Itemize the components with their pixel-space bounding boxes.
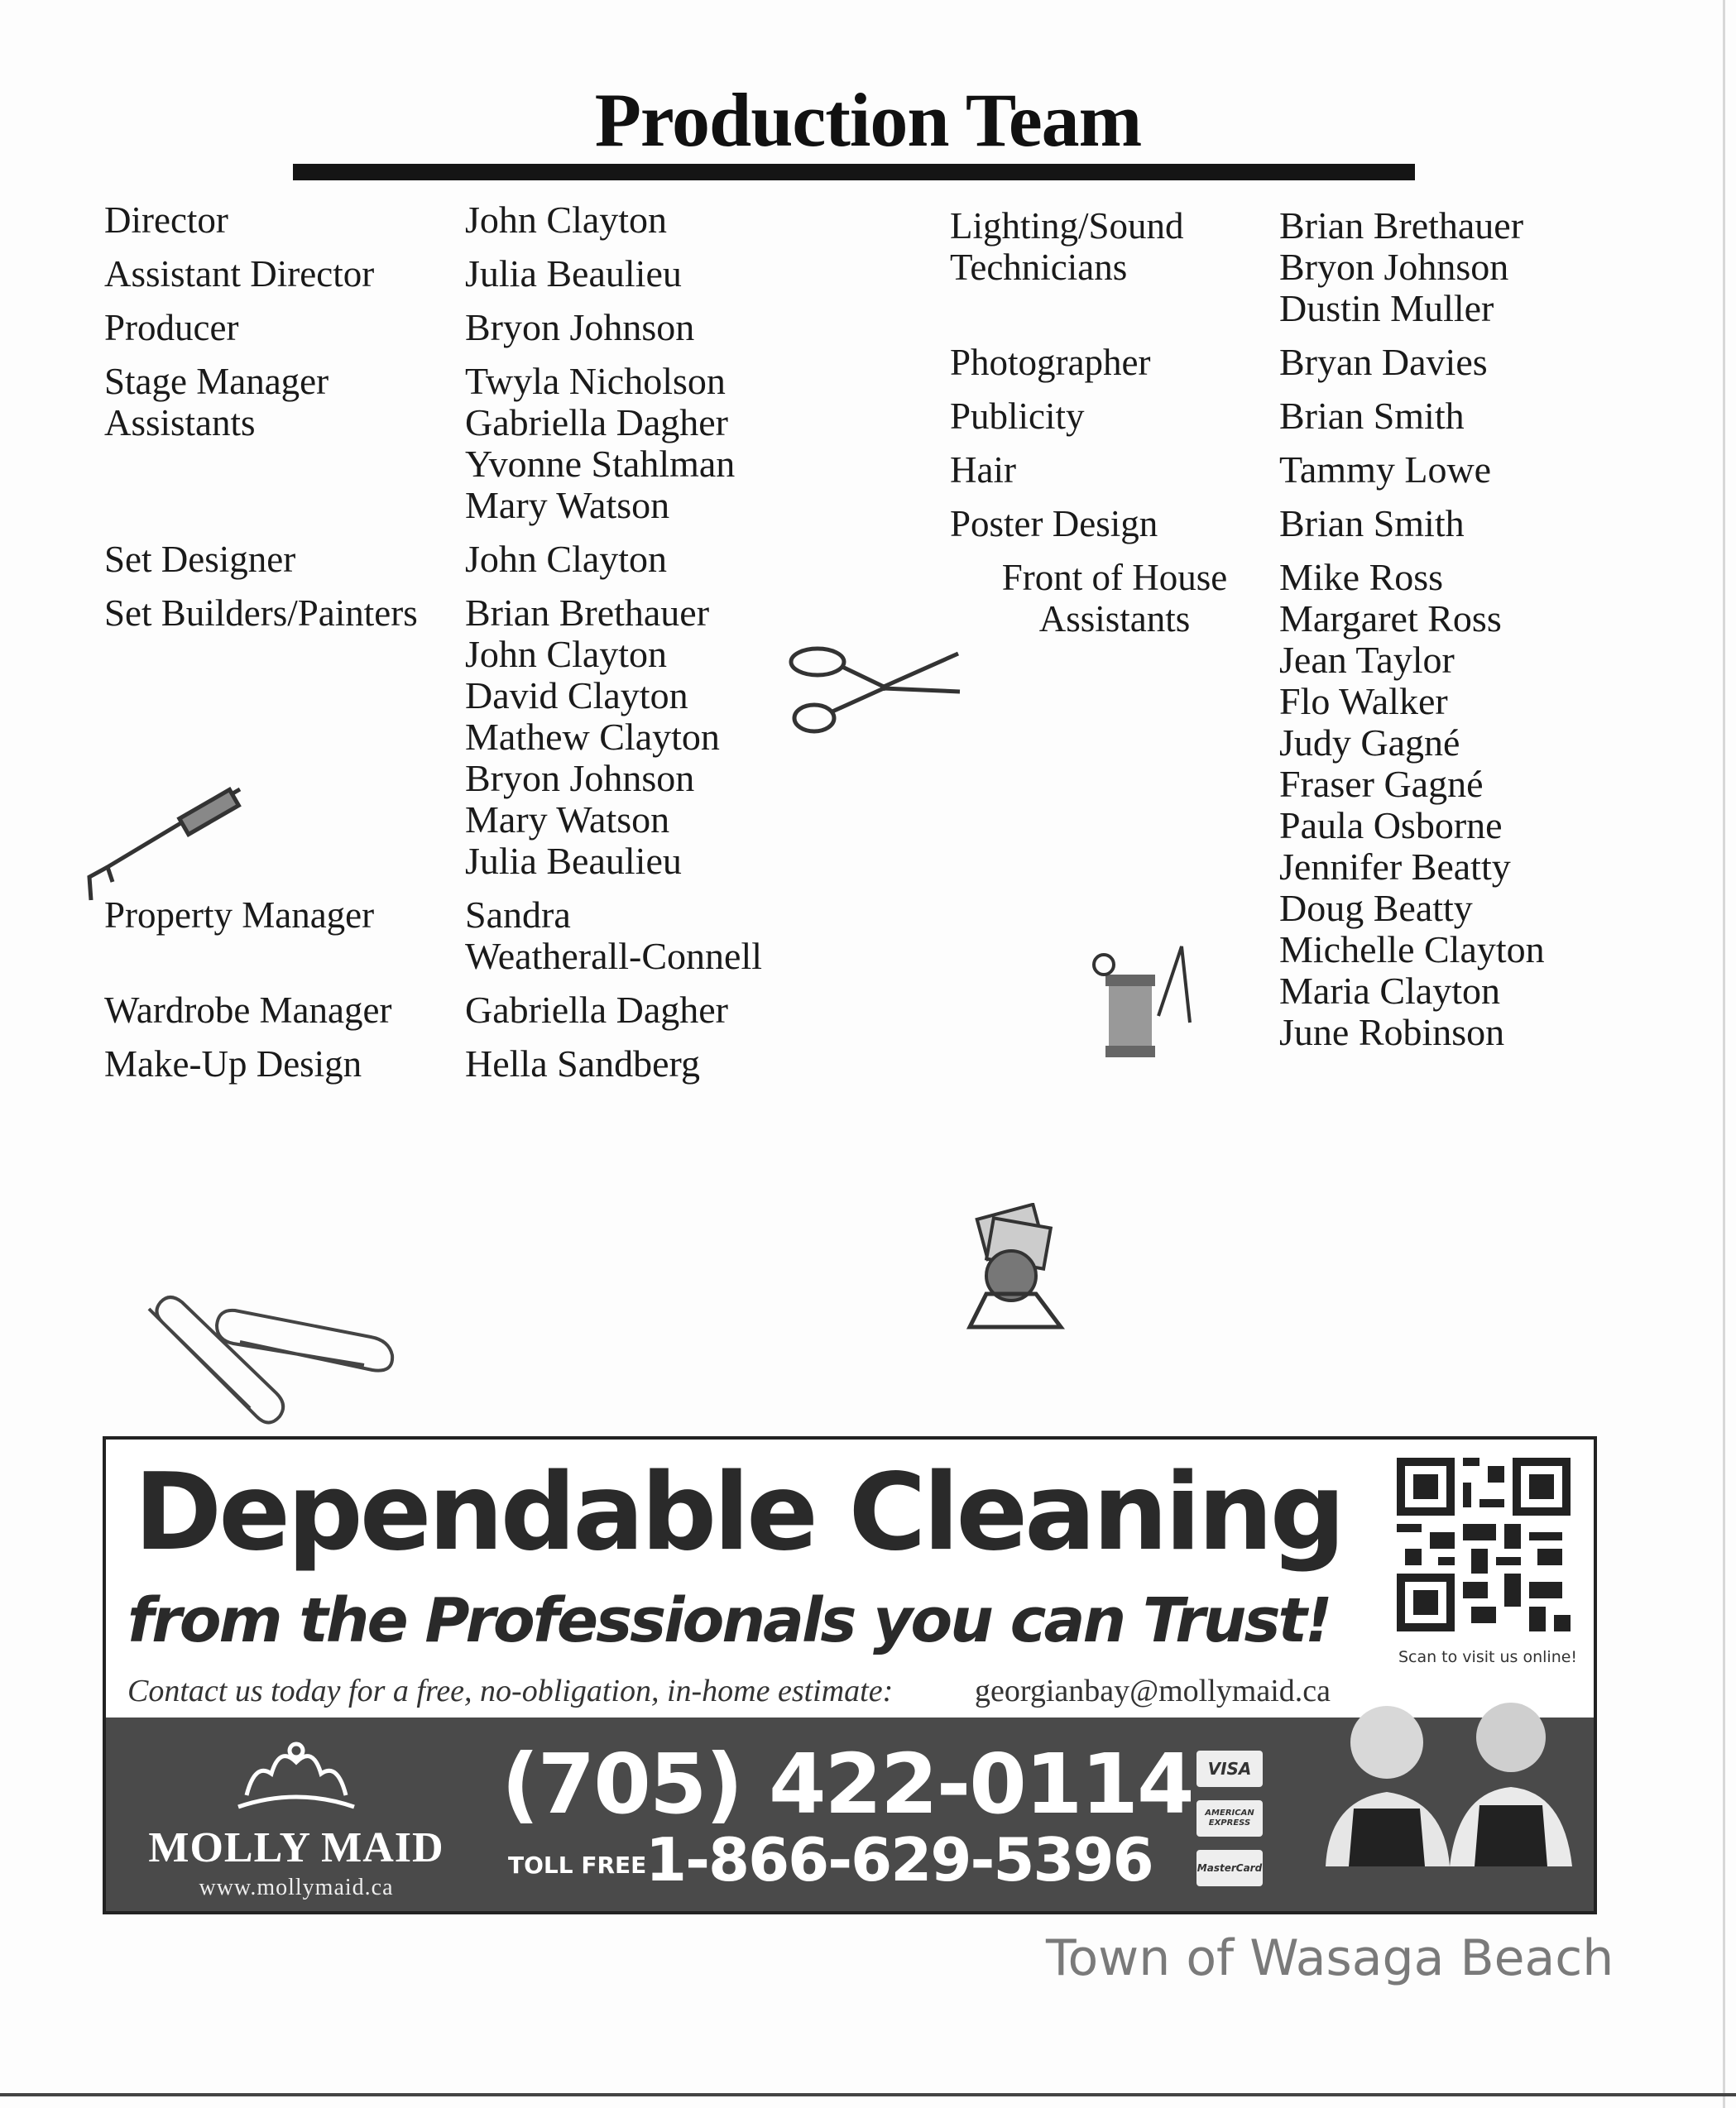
crew-role: Front of House Assistants: [1001, 557, 1228, 640]
page-footer: Town of Wasaga Beach: [1046, 1929, 1614, 1987]
crew-names: [1279, 557, 1545, 1053]
crew-member-name: Paula Osborne: [1279, 804, 1503, 846]
toll-free-label: TOLL FREE: [508, 1852, 647, 1879]
crown-logo-icon: [222, 1737, 371, 1820]
crew-member-name: Margaret Ross: [1279, 597, 1502, 640]
crew-row: [104, 253, 762, 295]
crew-member-name: Twyla Nicholson: [465, 360, 726, 402]
crew-names: [465, 539, 667, 580]
advertisement: [103, 1436, 1597, 1914]
crew-member-name: Bryan Davies: [1279, 341, 1488, 383]
crew-row: [950, 557, 1545, 1053]
crew-role: Lighting/Sound Technicians: [950, 205, 1184, 288]
crew-member-name: Gabriella Dagher: [465, 401, 729, 443]
crew-member-name: Mathew Clayton: [465, 716, 720, 758]
crew-member-name: Maria Clayton: [1279, 970, 1500, 1012]
crew-names: [465, 894, 762, 977]
crew-list-right: [950, 205, 1545, 1066]
qr-caption: Scan to visit us online!: [1398, 1648, 1578, 1666]
brand-name: MOLLY MAID: [148, 1824, 444, 1871]
crew-member-name: Sandra: [465, 894, 571, 936]
qr-code-icon[interactable]: [1395, 1458, 1572, 1631]
crew-member-name: Jennifer Beatty: [1279, 846, 1511, 888]
crew-member-name: John Clayton: [465, 199, 668, 241]
crew-names: [1279, 503, 1465, 544]
crew-role: Set Builders/Painters: [104, 592, 418, 634]
crew-names: [465, 307, 694, 348]
crew-member-name: John Clayton: [465, 538, 668, 580]
crew-member-name: Judy Gagné: [1279, 721, 1460, 764]
thread-spool-icon: [1084, 941, 1208, 1064]
crew-member-name: John Clayton: [465, 633, 668, 675]
crew-member-name: Fraser Gagné: [1279, 763, 1484, 805]
crew-role: Set Designer: [104, 539, 296, 580]
crew-role: Poster Design: [950, 503, 1158, 544]
crew-names: [1279, 342, 1488, 383]
page-edge-bottom: [0, 2093, 1736, 2096]
crew-member-name: Gabriella Dagher: [465, 989, 729, 1031]
crew-role: Director: [104, 199, 228, 241]
ad-subheadline: from the Professionals you can Trust!: [127, 1585, 1331, 1656]
mastercard-icon: MasterCard: [1196, 1850, 1263, 1886]
crew-member-name: Hella Sandberg: [465, 1042, 701, 1085]
crew-names: [465, 1043, 700, 1085]
crew-member-name: Michelle Clayton: [1279, 928, 1545, 970]
crew-member-name: Tammy Lowe: [1279, 448, 1492, 491]
brand-website[interactable]: www.mollymaid.ca: [199, 1875, 394, 1900]
wrench-icon: [83, 778, 248, 910]
paperclip-icon: [124, 1292, 405, 1433]
crew-member-name: Brian Smith: [1279, 395, 1465, 437]
crew-names: [465, 592, 720, 882]
crew-row: [104, 361, 762, 526]
crew-row: [104, 989, 762, 1031]
page-title: Production Team: [594, 78, 1142, 162]
phone-number[interactable]: (705) 422-0114: [501, 1736, 1193, 1833]
crew-member-name: Yvonne Stahlman: [465, 443, 736, 485]
rolodex-icon: [953, 1203, 1077, 1345]
amex-card-icon: AMERICAN EXPRESS: [1196, 1800, 1263, 1837]
staff-photo: [1296, 1668, 1585, 1914]
crew-member-name: Jean Taylor: [1279, 639, 1455, 681]
crew-names: [1279, 395, 1465, 437]
crew-role: Hair: [950, 449, 1016, 491]
crew-member-name: Mike Ross: [1279, 556, 1444, 598]
crew-row: [950, 503, 1545, 544]
crew-role: Producer: [104, 307, 239, 348]
crew-row: [104, 199, 762, 241]
title-rule: [293, 164, 1415, 180]
crew-member-name: Julia Beaulieu: [465, 252, 682, 295]
crew-role: Stage Manager Assistants: [104, 361, 329, 443]
crew-member-name: Mary Watson: [465, 798, 670, 841]
crew-role: Make-Up Design: [104, 1043, 362, 1085]
crew-list-left: [104, 199, 762, 1097]
crew-member-name: Brian Smith: [1279, 502, 1465, 544]
crew-member-name: Weatherall-Connell: [465, 935, 763, 977]
toll-free-number[interactable]: 1-866-629-5396: [645, 1825, 1153, 1895]
crew-names: [1279, 205, 1523, 329]
crew-row: [104, 307, 762, 348]
crew-row: [950, 205, 1545, 329]
crew-member-name: Julia Beaulieu: [465, 840, 682, 882]
scissors-icon: [784, 637, 968, 745]
crew-member-name: Dustin Muller: [1279, 287, 1494, 329]
page-edge-right: [1723, 0, 1725, 2108]
visa-card-icon: VISA: [1196, 1751, 1263, 1787]
crew-row: [104, 539, 762, 580]
crew-role: Photographer: [950, 342, 1151, 383]
crew-names: [465, 989, 728, 1031]
crew-names: [465, 253, 682, 295]
ad-headline: Dependable Cleaning: [134, 1451, 1343, 1574]
ad-email[interactable]: georgianbay@mollymaid.ca: [975, 1674, 1331, 1708]
crew-member-name: Bryon Johnson: [465, 757, 695, 799]
crew-member-name: Bryon Johnson: [465, 306, 695, 348]
ad-contact-band: [106, 1718, 1594, 1911]
crew-member-name: David Clayton: [465, 674, 688, 716]
ad-contact-text: Contact us today for a free, no-obligation, in-home estimate:: [127, 1674, 894, 1708]
crew-role: Property Manager: [104, 894, 375, 936]
crew-row: [104, 1043, 762, 1085]
crew-role: Assistant Director: [104, 253, 375, 295]
crew-member-name: Mary Watson: [465, 484, 670, 526]
crew-member-name: Flo Walker: [1279, 680, 1448, 722]
crew-role: Wardrobe Manager: [104, 989, 392, 1031]
crew-row: [950, 342, 1545, 383]
crew-row: [950, 395, 1545, 437]
crew-member-name: Doug Beatty: [1279, 887, 1473, 929]
crew-member-name: Brian Brethauer: [1279, 204, 1524, 247]
crew-names: [465, 361, 735, 526]
crew-member-name: Brian Brethauer: [465, 592, 710, 634]
crew-member-name: Bryon Johnson: [1279, 246, 1509, 288]
crew-names: [1279, 449, 1491, 491]
crew-row: [950, 449, 1545, 491]
crew-member-name: June Robinson: [1279, 1011, 1505, 1053]
crew-role: Publicity: [950, 395, 1085, 437]
crew-names: [465, 199, 667, 241]
